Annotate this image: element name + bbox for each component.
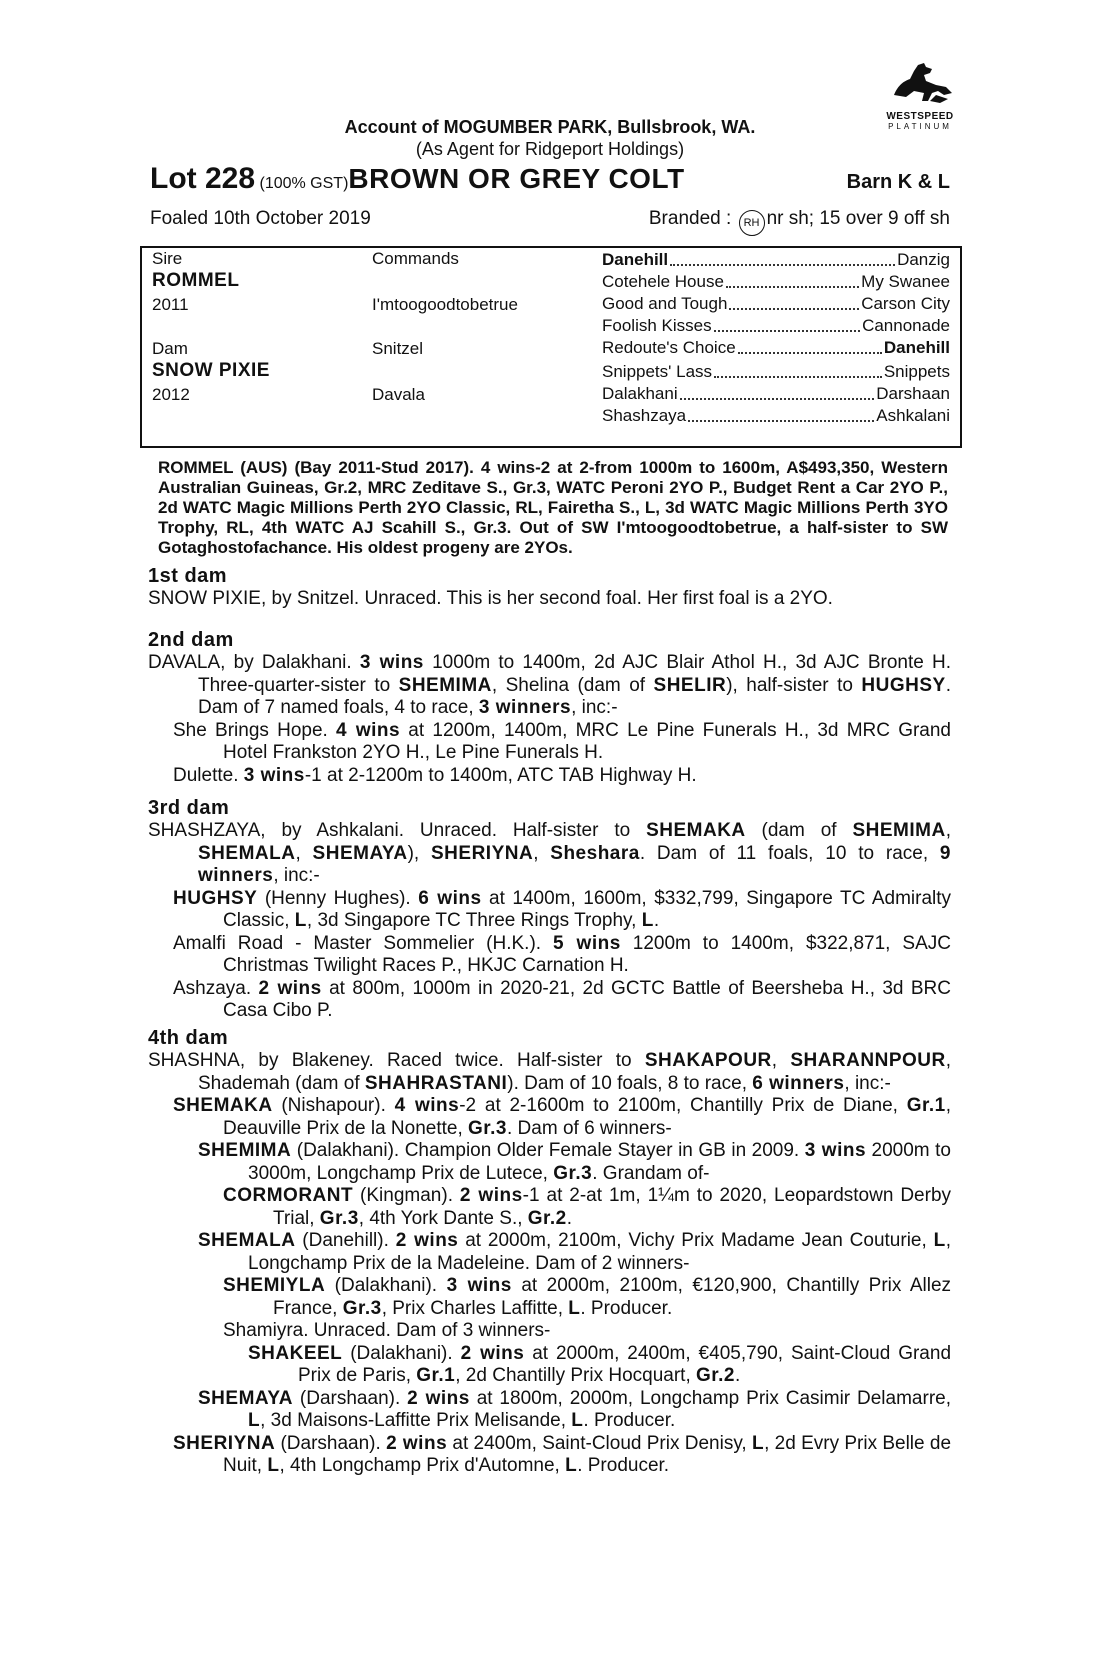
bold-segment: SHEMIYLA	[223, 1275, 326, 1296]
pedigree-entry	[148, 1433, 951, 1478]
second-dam-heading: 2nd dam	[148, 629, 234, 651]
gg-right: Cannonade	[862, 316, 950, 335]
bold-segment: L	[267, 1455, 280, 1476]
dam-dam: Davala	[372, 385, 425, 404]
bold-segment: Gr.3	[553, 1162, 593, 1184]
text-segment: 1200m to 1400m, $322,871, SAJC Christmas Twilight Races P., HKJC Carnation H.	[223, 932, 951, 976]
third-dam-heading: 3rd dam	[148, 797, 230, 819]
dam-year: 2012	[152, 385, 190, 404]
text-segment: at 2400m, Saint-Cloud Prix Denisy,	[447, 1432, 752, 1454]
dam-name: SNOW PIXIE	[152, 360, 270, 381]
text-segment: 1000m to 1400m, 2d AJC Blair Athol H., 3d AJC Bronte H. Three-quarter-sister to	[198, 652, 951, 696]
text-segment: . Producer.	[580, 1297, 673, 1319]
text-segment: -2 at 2-1600m to 2100m, Chantilly Prix de Diane,	[459, 1095, 907, 1116]
pedigree-entry	[148, 933, 951, 978]
text-segment: ,	[295, 842, 313, 864]
pedigree-entry	[148, 1343, 951, 1388]
bold-segment: 6 wins	[418, 887, 482, 909]
text-segment: DAVALA, by Dalakhani.	[148, 652, 360, 673]
text-segment: (Kingman).	[353, 1185, 460, 1206]
text-segment: , Deauville Prix de la Nonette,	[223, 1095, 951, 1139]
dot-leader	[714, 360, 882, 378]
bold-segment: Gr.2	[696, 1365, 735, 1386]
bold-segment: 5 wins	[553, 932, 621, 954]
branded-label: Branded :	[648, 208, 732, 229]
pedigree-entry	[148, 652, 951, 720]
bold-segment: Gr.1	[906, 1095, 946, 1116]
bold-segment: SHEMAYA	[198, 1387, 294, 1409]
gg-right: Danehill	[883, 338, 950, 357]
barn-label: Barn K & L	[846, 171, 950, 193]
text-segment: . Producer.	[577, 1455, 670, 1476]
text-segment: She Brings Hope.	[173, 719, 337, 741]
sire-label: Sire	[152, 249, 183, 268]
bold-segment: L	[568, 1297, 581, 1319]
gg-row	[602, 404, 950, 428]
text-segment: ). Dam of 10 foals, 8 to race,	[507, 1072, 753, 1094]
gg-right: Snippets	[883, 362, 950, 381]
gg-row	[602, 292, 950, 316]
text-segment: , 2d Chantilly Prix Hocquart,	[455, 1365, 697, 1386]
dot-leader	[729, 292, 859, 310]
text-segment: (Henny Hughes).	[257, 887, 419, 909]
bold-segment: 6 winners	[752, 1072, 845, 1094]
bold-segment: 2 wins	[386, 1432, 448, 1454]
text-segment: , Shademah (dam of	[198, 1050, 951, 1094]
pedigree-entry	[148, 1185, 951, 1230]
dam-label: Dam	[152, 339, 188, 358]
lot-number: Lot 228	[150, 162, 256, 195]
text-segment: (dam of	[745, 820, 853, 841]
text-segment: , inc:-	[571, 697, 618, 718]
bold-segment: SHEMIMA	[852, 820, 946, 841]
text-segment: ,	[945, 820, 951, 841]
gg-row	[602, 314, 950, 338]
gg-row	[602, 336, 950, 360]
text-segment: (Dalakhani).	[342, 1342, 461, 1364]
dot-leader	[726, 270, 859, 288]
text-segment: at 800m, 1000m in 2020-21, 2d GCTC Battle of Beersheba H., 3d BRC Casa Cibo P.	[223, 977, 951, 1021]
text-segment: , Shelina (dam of	[491, 674, 654, 696]
logo-line2: PLATINUM	[888, 122, 952, 131]
bold-segment: 2 wins	[460, 1342, 525, 1364]
text-segment: , Longchamp Prix de la Madeleine. Dam of 2 winners-	[248, 1230, 951, 1274]
bold-segment: SHERIYNA	[173, 1432, 276, 1454]
pedigree-entry	[148, 1388, 951, 1433]
lot-line	[150, 162, 950, 198]
pedigree-entry	[148, 765, 951, 788]
text-segment: Dulette.	[173, 764, 244, 786]
gg-left: Shashzaya	[602, 406, 687, 425]
bold-segment: SHEMAYA	[312, 842, 408, 864]
bold-segment: L	[571, 1410, 584, 1431]
text-segment: , 2d Evry Prix Belle de Nuit,	[223, 1432, 952, 1476]
gg-row	[602, 270, 950, 294]
gg-right: My Swanee	[861, 272, 950, 291]
agent-line: (As Agent for Ridgeport Holdings)	[415, 139, 685, 159]
text-segment: at 1800m, 2000m, Longchamp Prix Casimir Delamarre,	[469, 1387, 951, 1409]
bold-segment: 2 wins	[459, 1185, 523, 1206]
text-segment: Amalfi Road - Master Sommelier (H.K.).	[173, 932, 554, 954]
text-segment: (Nishapour).	[272, 1095, 395, 1116]
bold-segment: SHEMIMA	[398, 674, 492, 696]
bold-segment: 2 wins	[395, 1230, 459, 1251]
bold-segment: SHAKAPOUR	[644, 1050, 772, 1071]
text-segment: . Producer.	[583, 1410, 676, 1431]
text-segment: SHASHNA, by Blakeney. Raced twice. Half-sister to	[148, 1050, 645, 1071]
text-segment: . Dam of 7 named foals, 4 to race,	[198, 674, 951, 718]
pedigree-entry	[148, 1275, 951, 1320]
bold-segment: Sheshara	[550, 842, 640, 864]
text-segment: , inc:-	[844, 1072, 891, 1094]
text-segment: , inc:-	[273, 865, 320, 886]
text-segment: . Dam of 11 foals, 10 to race,	[639, 842, 940, 864]
text-segment: , Prix Charles Laffitte,	[381, 1297, 569, 1319]
text-segment: , 4th York Dante S.,	[358, 1207, 528, 1229]
brand-mark-icon: RH	[739, 210, 765, 236]
dot-leader	[714, 314, 860, 332]
gg-left: Good and Tough	[602, 294, 728, 313]
bold-segment: SHAKEEL	[248, 1342, 343, 1364]
pedigree-entry	[148, 888, 951, 933]
gg-row	[602, 382, 950, 406]
pedigree-entry	[148, 1050, 951, 1095]
bold-segment: 9 winners	[198, 842, 951, 886]
third-dam-section	[148, 796, 951, 1023]
text-segment: Shamiyra. Unraced. Dam of 3 winners-	[223, 1320, 551, 1341]
vendor-account: Account of MOGUMBER PARK, Bullsbrook, WA.	[344, 117, 756, 137]
text-segment: , 4th Longchamp Prix d'Automne,	[279, 1455, 566, 1476]
dot-leader	[738, 336, 882, 354]
bold-segment: SHEMAKA	[646, 820, 746, 841]
text-segment: ,	[771, 1050, 791, 1071]
dot-leader	[670, 248, 895, 266]
text-segment: -1 at 2-at 1m, 1¼m to 2020, Leopardstown Derby Trial,	[273, 1185, 952, 1229]
text-segment: ), half-sister to	[726, 674, 862, 696]
sire-paragraph: ROMMEL (AUS) (Bay 2011-Stud 2017). 4 wins-2 at 2-from 1000m to 1600m, A$493,350, Western Australian Guineas, Gr.2, MRC Zeditave S., Gr.3, WATC Peroni 2YO P., Budget Rent a Car 2YO P., 2d WATC Magic Millions Perth 2YO Classic, RL, Fairetha S., L, 3d WATC Magic Millions Perth 3YO Trophy, RL, 4th WATC AJ Scahill S., Gr.3. Out of SW I'mtoogoodtobetrue, a half-sister to SW Gotaghostofachance. His oldest progeny are 2YOs.	[158, 458, 948, 557]
bold-segment: HUGHSY	[173, 887, 258, 909]
text-segment: (Danehill).	[295, 1230, 396, 1251]
bold-segment: Gr.1	[416, 1365, 456, 1386]
gg-right: Darshaan	[876, 384, 950, 403]
bold-segment: 2 wins	[407, 1387, 470, 1409]
gg-left: Cotehele House	[602, 272, 724, 291]
sire-dam: I'mtoogoodtobetrue	[372, 295, 518, 314]
branded-line	[649, 208, 950, 236]
bold-segment: 4 wins	[336, 719, 401, 741]
pedigree-entry	[148, 1320, 951, 1343]
text-segment: .	[566, 1207, 573, 1229]
foaled-date: Foaled 10th October 2019	[150, 208, 371, 229]
bold-segment: CORMORANT	[223, 1185, 354, 1206]
bold-segment: Gr.3	[342, 1297, 382, 1319]
text-segment: at 2000m, 2400m, €405,790, Saint-Cloud Grand Prix de Paris,	[298, 1342, 952, 1386]
text-segment: (Dalakhani).	[325, 1275, 447, 1296]
text-segment: at 2000m, 2100m, Vichy Prix Madame Jean Couturie,	[458, 1230, 934, 1251]
bold-segment: 3 winners	[478, 697, 572, 718]
bold-segment: L	[933, 1230, 946, 1251]
pedigree-entry	[148, 820, 951, 888]
fourth-dam-section	[148, 1026, 951, 1478]
text-segment: (Dalakhani). Champion Older Female Stayer in GB in 2009.	[291, 1140, 805, 1161]
pedigree-entry	[148, 1140, 951, 1185]
lot-title: BROWN OR GREY COLT	[348, 163, 685, 194]
text-segment: 2000m to 3000m, Longchamp Prix de Lutece,	[248, 1140, 951, 1184]
pedigree-entry	[148, 978, 951, 1023]
text-segment: at 1200m, 1400m, MRC Le Pine Funerals H., 3d MRC Grand Hotel Frankston 2YO H., Le Pine Funerals H.	[223, 719, 951, 763]
bold-segment: SHEMIMA	[198, 1140, 292, 1161]
text-segment: -1 at 2-1200m to 1400m, ATC TAB Highway H.	[304, 764, 697, 786]
bold-segment: L	[565, 1455, 578, 1476]
bold-segment: 4 wins	[394, 1095, 460, 1116]
text-segment: , 3d Maisons-Laffitte Prix Melisande,	[260, 1410, 572, 1431]
bold-segment: SHELIR	[653, 674, 727, 696]
bold-segment: SHARANNPOUR	[790, 1050, 946, 1071]
branded-text: nr sh; 15 over 9 off sh	[766, 208, 950, 229]
bold-segment: 3 wins	[243, 764, 305, 786]
gg-row	[602, 360, 950, 384]
text-segment: . Dam of 6 winners-	[507, 1117, 672, 1139]
gg-left: Redoute's Choice	[602, 338, 736, 357]
text-segment: .	[653, 910, 660, 931]
text-segment: at 1400m, 1600m, $332,799, Singapore TC Admiralty Classic,	[223, 887, 952, 931]
pedigree-table	[140, 246, 962, 448]
text-segment: ,	[533, 842, 551, 864]
bold-segment: L	[641, 910, 654, 931]
text-segment: . Grandam of-	[592, 1162, 710, 1184]
logo-line1: WESTSPEED	[886, 111, 954, 122]
dot-leader	[688, 404, 874, 422]
gg-left: Foolish Kisses	[602, 316, 712, 335]
bold-segment: Gr.3	[468, 1117, 507, 1139]
sire-name: ROMMEL	[152, 270, 240, 291]
text-segment: Ashzaya.	[173, 977, 259, 999]
text-segment: at 2000m, 2100m, €120,900, Chantilly Prix Allez France,	[273, 1275, 952, 1319]
first-dam-heading: 1st dam	[148, 565, 228, 587]
bold-segment: L	[751, 1432, 765, 1454]
text-segment: (Darshaan).	[293, 1387, 408, 1409]
bold-segment: SHEMALA	[198, 1230, 296, 1251]
text-segment: (Darshaan).	[275, 1432, 387, 1454]
bold-segment: L	[248, 1410, 261, 1431]
bold-segment: SHEMAKA	[173, 1095, 273, 1116]
text-segment: SHASHZAYA, by Ashkalani. Unraced. Half-sister to	[148, 820, 647, 841]
bold-segment: Gr.3	[319, 1207, 359, 1229]
pedigree-entry	[148, 1095, 951, 1140]
sire-year: 2011	[152, 295, 189, 314]
text-segment: .	[735, 1365, 741, 1386]
horse-silhouette-icon	[880, 55, 960, 111]
gg-right: Carson City	[861, 294, 950, 313]
first-dam-section	[148, 564, 951, 611]
bold-segment: 2 wins	[258, 977, 322, 999]
bold-segment: 3 wins	[446, 1275, 512, 1296]
gg-right: Danzig	[897, 250, 950, 269]
second-dam-section	[148, 628, 951, 787]
gst-note: (100% GST)	[259, 175, 349, 192]
gg-left: Snippets' Lass	[602, 362, 713, 381]
fourth-dam-heading: 4th dam	[148, 1027, 229, 1049]
sire-sire: Commands	[372, 249, 459, 268]
gg-left: Danehill	[602, 250, 669, 269]
dam-sire: Snitzel	[372, 339, 424, 358]
gg-right: Ashkalani	[876, 406, 950, 425]
bold-segment: SHEMALA	[198, 842, 296, 864]
bold-segment: SHAHRASTANI	[364, 1072, 508, 1094]
bold-segment: L	[294, 910, 307, 931]
text-segment: , 3d Singapore TC Three Rings Trophy,	[306, 910, 642, 931]
text-segment: ),	[407, 842, 431, 864]
gg-row	[602, 248, 950, 272]
bold-segment: SHERIYNA	[431, 842, 534, 864]
bold-segment: HUGHSY	[861, 674, 946, 696]
pedigree-entry	[148, 720, 951, 765]
pedigree-entry	[148, 1230, 951, 1275]
dot-leader	[680, 382, 875, 400]
bold-segment: Gr.2	[527, 1207, 567, 1229]
bold-segment: 3 wins	[804, 1140, 867, 1161]
gg-left: Dalakhani	[602, 384, 678, 403]
bold-segment: 3 wins	[359, 652, 424, 673]
first-dam-text: SNOW PIXIE, by Snitzel. Unraced. This is her second foal. Her first foal is a 2YO.	[148, 588, 833, 609]
